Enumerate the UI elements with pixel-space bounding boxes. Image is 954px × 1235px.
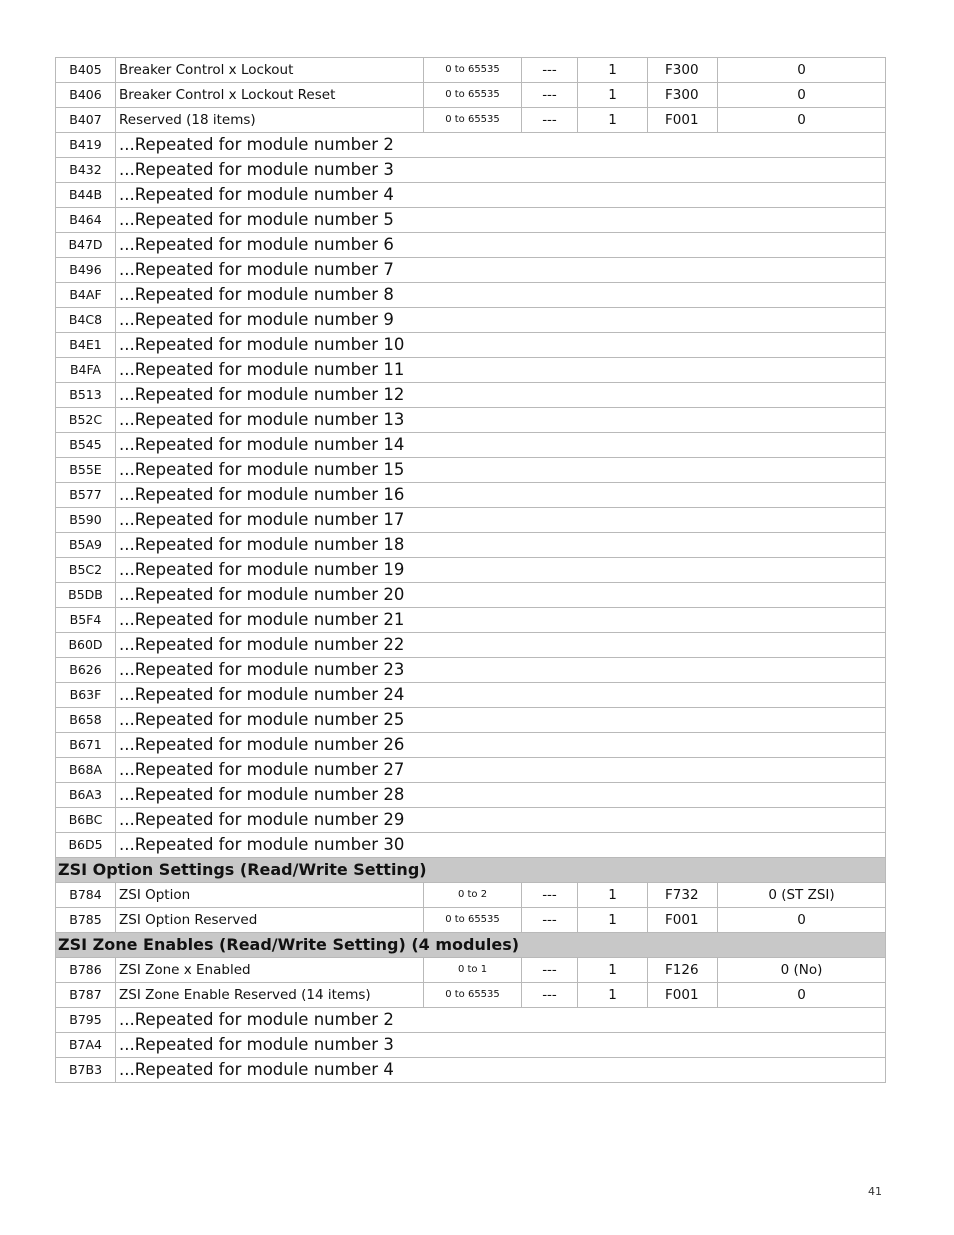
register-row [56,83,886,108]
register-address: B787 [56,983,116,1008]
repeat-note: ...Repeated for module number 18 [116,533,886,558]
register-address: B496 [56,258,116,283]
repeat-row [56,458,886,483]
repeat-note: ...Repeated for module number 24 [116,683,886,708]
register-row [56,58,886,83]
register-address: B60D [56,633,116,658]
register-default: 0 [718,908,886,933]
register-units: --- [522,983,578,1008]
register-units: --- [522,958,578,983]
repeat-note: ...Repeated for module number 26 [116,733,886,758]
register-address: B545 [56,433,116,458]
repeat-row [56,658,886,683]
repeat-note: ...Repeated for module number 16 [116,483,886,508]
repeat-row [56,758,886,783]
repeat-note: ...Repeated for module number 28 [116,783,886,808]
register-address: B6D5 [56,833,116,858]
repeat-note: ...Repeated for module number 3 [116,1033,886,1058]
register-range: 0 to 2 [424,883,522,908]
register-address: B5A9 [56,533,116,558]
repeat-note: ...Repeated for module number 30 [116,833,886,858]
register-address: B786 [56,958,116,983]
repeat-row [56,633,886,658]
repeat-note: ...Repeated for module number 13 [116,408,886,433]
register-step: 1 [578,983,648,1008]
repeat-row [56,358,886,383]
page-number: 41 [868,1185,882,1198]
register-format: F001 [648,108,718,133]
register-description: ZSI Option [116,883,424,908]
repeat-note: ...Repeated for module number 3 [116,158,886,183]
register-default: 0 (No) [718,958,886,983]
register-row [56,883,886,908]
register-address: B5F4 [56,608,116,633]
repeat-row [56,533,886,558]
repeat-row [56,1008,886,1033]
register-address: B785 [56,908,116,933]
repeat-row [56,483,886,508]
register-units: --- [522,108,578,133]
repeat-note: ...Repeated for module number 2 [116,1008,886,1033]
repeat-row [56,183,886,208]
register-address: B68A [56,758,116,783]
register-units: --- [522,58,578,83]
repeat-row [56,233,886,258]
register-address: B407 [56,108,116,133]
repeat-note: ...Repeated for module number 21 [116,608,886,633]
repeat-row [56,733,886,758]
register-address: B44B [56,183,116,208]
register-description: Breaker Control x Lockout [116,58,424,83]
register-step: 1 [578,83,648,108]
repeat-note: ...Repeated for module number 22 [116,633,886,658]
register-format: F001 [648,908,718,933]
register-address: B6A3 [56,783,116,808]
repeat-note: ...Repeated for module number 15 [116,458,886,483]
repeat-note: ...Repeated for module number 10 [116,333,886,358]
register-row [56,983,886,1008]
register-step: 1 [578,908,648,933]
register-format: F732 [648,883,718,908]
repeat-note: ...Repeated for module number 14 [116,433,886,458]
register-description: ZSI Option Reserved [116,908,424,933]
register-range: 0 to 65535 [424,58,522,83]
repeat-row [56,333,886,358]
register-units: --- [522,883,578,908]
register-range: 0 to 65535 [424,908,522,933]
repeat-row [56,408,886,433]
register-address: B577 [56,483,116,508]
repeat-note: ...Repeated for module number 25 [116,708,886,733]
register-row [56,108,886,133]
repeat-note: ...Repeated for module number 11 [116,358,886,383]
register-address: B419 [56,133,116,158]
register-address: B47D [56,233,116,258]
repeat-note: ...Repeated for module number 17 [116,508,886,533]
repeat-note: ...Repeated for module number 12 [116,383,886,408]
repeat-row [56,608,886,633]
repeat-row [56,583,886,608]
register-description: Breaker Control x Lockout Reset [116,83,424,108]
register-range: 0 to 65535 [424,108,522,133]
repeat-row [56,558,886,583]
repeat-row [56,308,886,333]
register-format: F001 [648,983,718,1008]
register-address: B784 [56,883,116,908]
repeat-row [56,783,886,808]
repeat-note: ...Repeated for module number 19 [116,558,886,583]
register-range: 0 to 1 [424,958,522,983]
register-description: Reserved (18 items) [116,108,424,133]
repeat-row [56,283,886,308]
repeat-note: ...Repeated for module number 8 [116,283,886,308]
register-address: B432 [56,158,116,183]
register-default: 0 [718,83,886,108]
register-range: 0 to 65535 [424,983,522,1008]
register-address: B4C8 [56,308,116,333]
register-address: B405 [56,58,116,83]
repeat-note: ...Repeated for module number 20 [116,583,886,608]
repeat-row [56,258,886,283]
repeat-row [56,158,886,183]
repeat-note: ...Repeated for module number 23 [116,658,886,683]
repeat-row [56,1033,886,1058]
repeat-row [56,433,886,458]
register-address: B4E1 [56,333,116,358]
repeat-row [56,383,886,408]
modbus-memory-map-table [55,57,886,1083]
section-title: ZSI Option Settings (Read/Write Setting) [56,858,886,883]
register-address: B626 [56,658,116,683]
register-step: 1 [578,58,648,83]
register-address: B52C [56,408,116,433]
section-header-row [56,933,886,958]
repeat-note: ...Repeated for module number 7 [116,258,886,283]
register-address: B406 [56,83,116,108]
repeat-row [56,208,886,233]
register-units: --- [522,908,578,933]
register-address: B7B3 [56,1058,116,1083]
repeat-row [56,683,886,708]
register-row [56,958,886,983]
repeat-row [56,833,886,858]
repeat-note: ...Repeated for module number 4 [116,183,886,208]
register-address: B513 [56,383,116,408]
register-description: ZSI Zone Enable Reserved (14 items) [116,983,424,1008]
repeat-note: ...Repeated for module number 2 [116,133,886,158]
repeat-row [56,1058,886,1083]
register-default: 0 (ST ZSI) [718,883,886,908]
repeat-note: ...Repeated for module number 9 [116,308,886,333]
section-title: ZSI Zone Enables (Read/Write Setting) (4 modules) [56,933,886,958]
repeat-row [56,708,886,733]
repeat-row [56,508,886,533]
register-address: B671 [56,733,116,758]
register-step: 1 [578,958,648,983]
register-row [56,908,886,933]
register-address: B6BC [56,808,116,833]
register-address: B464 [56,208,116,233]
register-address: B590 [56,508,116,533]
register-address: B55E [56,458,116,483]
register-address: B658 [56,708,116,733]
register-units: --- [522,83,578,108]
repeat-row [56,808,886,833]
repeat-note: ...Repeated for module number 4 [116,1058,886,1083]
register-range: 0 to 65535 [424,83,522,108]
register-format: F300 [648,58,718,83]
repeat-row [56,133,886,158]
register-default: 0 [718,983,886,1008]
register-address: B795 [56,1008,116,1033]
repeat-note: ...Repeated for module number 27 [116,758,886,783]
register-address: B4AF [56,283,116,308]
register-format: F300 [648,83,718,108]
register-address: B7A4 [56,1033,116,1058]
register-step: 1 [578,108,648,133]
register-default: 0 [718,108,886,133]
register-address: B5C2 [56,558,116,583]
register-format: F126 [648,958,718,983]
section-header-row [56,858,886,883]
register-step: 1 [578,883,648,908]
register-default: 0 [718,58,886,83]
repeat-note: ...Repeated for module number 6 [116,233,886,258]
repeat-note: ...Repeated for module number 5 [116,208,886,233]
register-address: B5DB [56,583,116,608]
register-address: B4FA [56,358,116,383]
register-address: B63F [56,683,116,708]
register-description: ZSI Zone x Enabled [116,958,424,983]
repeat-note: ...Repeated for module number 29 [116,808,886,833]
